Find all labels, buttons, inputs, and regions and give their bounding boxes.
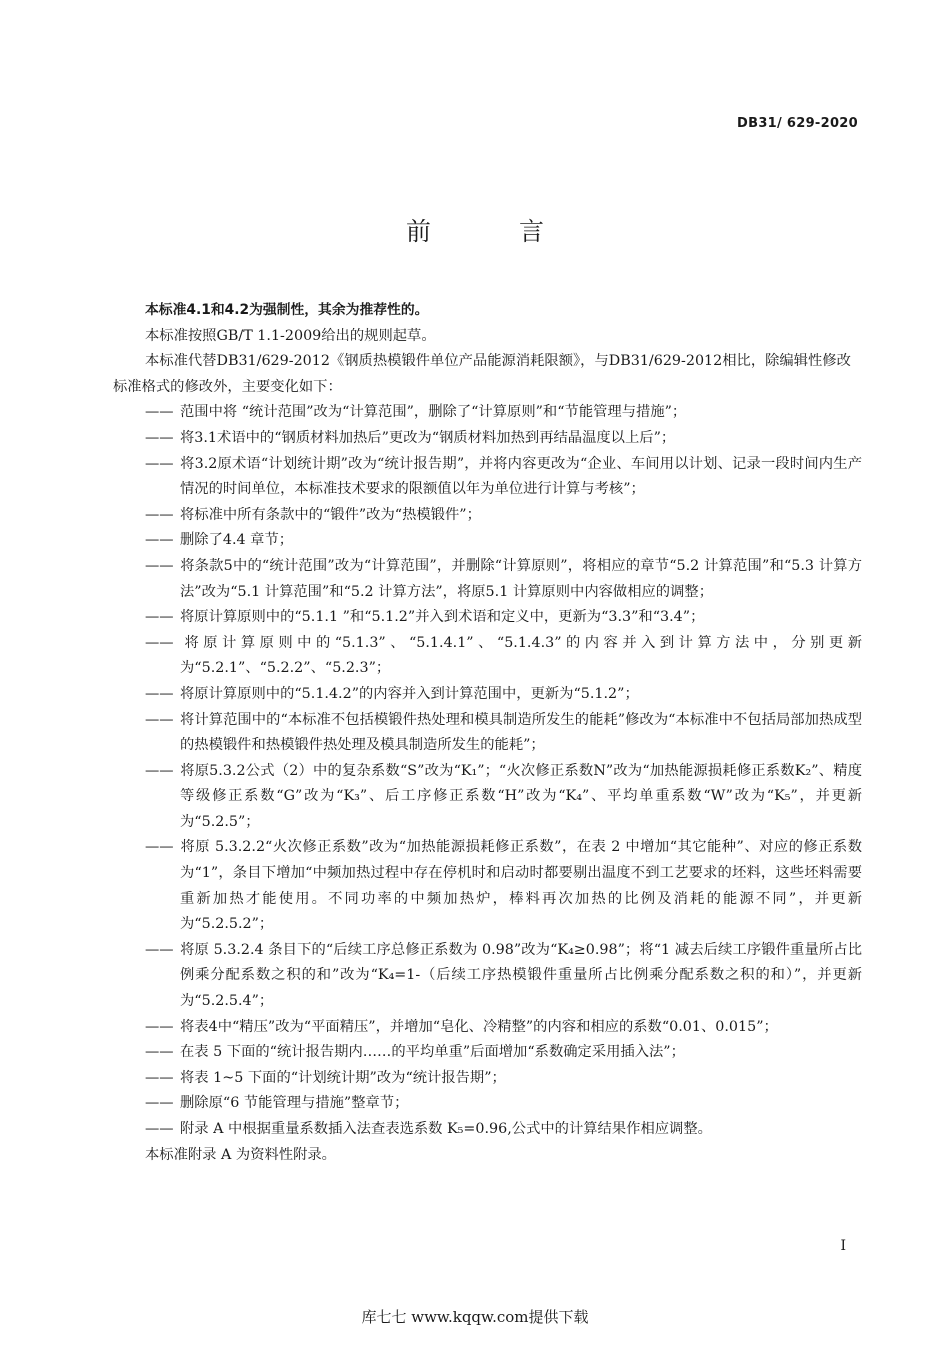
change-item: —— 将原计算原则中的“5.1.1 ”和“5.1.2”并入到术语和定义中，更新为“3.3”和“3.4”； <box>113 605 862 631</box>
change-item: —— 将原5.3.2公式（2）中的复杂系数“S”改为“K₁”；“火次修正系数N”改为“加热能源损耗修正系数K₂”、精度等级修正系数“G”改为“K₃”、后工序修正系数“H”改为“K₄”、平均单重系数“W”改为“K₅”，并更新为“5.2.5”； <box>113 759 862 836</box>
change-item: —— 将原 5.3.2.4 条目下的“后续工序总修正系数为 0.98”改为“K₄≥0.98”；将“1 减去后续工序锻件重量所占比例乘分配系数之积的和”改为“K₄=1-（后续工序热模锻件重量所占比例乘分配系数之积的和）”，并更新为“5.2.5.4”； <box>113 938 862 1015</box>
change-item: —— 范围中将 “统计范围”改为“计算范围”，删除了“计算原则”和“节能管理与措施”； <box>113 400 862 426</box>
dash-mark: —— <box>145 1121 174 1137</box>
change-item: —— 将条款5中的“统计范围”改为“计算范围”，并删除“计算原则”，将相应的章节“5.2 计算范围”和“5.3 计算方法”改为“5.1 计算范围”和“5.2 计算方法”，将原5.1 计算原则中内容做相应的调整； <box>113 554 862 605</box>
intro-replacement: 本标准代替DB31/629-2012《钢质热模锻件单位产品能源消耗限额》，与DB31/629-2012相比，除编辑性修改标准格式的修改外，主要变化如下： <box>113 353 851 395</box>
change-item: —— 将原 5.3.2.2“火次修正系数”改为“加热能源损耗修正系数”，在表 2 中增加“其它能种”、对应的修正系数为“1”，条目下增加“中频加热过程中存在停机时和启动时都要剔出温度不到工艺要求的坯料，这些坯料需要重新加热才能使用。不同功率的中频加热炉，棒料再次加热的比例及消耗的能源不同”，并更新为“5.2.5.2”； <box>113 835 862 937</box>
change-item: —— 将原计算原则中的“5.1.4.2”的内容并入到计算范围中，更新为“5.1.2”； <box>113 682 862 708</box>
dash-mark: —— <box>145 609 174 626</box>
dash-mark: —— <box>145 762 174 779</box>
change-item: —— 将原计算原则中的“5.1.3”、“5.1.4.1”、“5.1.4.3”的内容并入到计算方法中，分别更新为“5.2.1”、“5.2.2”、“5.2.3”； <box>113 631 862 682</box>
dash-mark: —— <box>145 941 174 958</box>
change-item: —— 删除原“6 节能管理与措施”整章节； <box>113 1091 862 1117</box>
foreword-body <box>113 298 862 1168</box>
change-item: —— 在表 5 下面的“统计报告期内……的平均单重”后面增加“系数确定采用插入法”； <box>113 1040 862 1066</box>
dash-mark: —— <box>145 1095 174 1112</box>
standard-number: DB31/ 629-2020 <box>737 116 858 131</box>
dash-mark: —— <box>145 634 174 651</box>
dash-mark: —— <box>145 532 174 549</box>
dash-mark: —— <box>145 506 174 523</box>
change-item: —— 将表 1~5 下面的“计划统计期”改为“统计报告期”； <box>113 1066 862 1092</box>
dash-mark: —— <box>145 711 174 728</box>
dash-mark: —— <box>145 455 174 472</box>
dash-mark: —— <box>145 839 174 856</box>
intro-mandatory: 本标准4.1和4.2为强制性，其余为推荐性的。 <box>145 302 429 318</box>
change-item: —— 将计算范围中的“本标准不包括模锻件热处理和模具制造所发生的能耗”修改为“本标准中不包括局部加热成型的热模锻件和热模锻件热处理及模具制造所发生的能耗”； <box>113 708 862 759</box>
change-item: —— 附录 A 中根据重量系数插入法查表选系数 K₅=0.96,公式中的计算结果作相应调整。 <box>113 1117 862 1143</box>
dash-mark: —— <box>145 429 174 446</box>
intro-drafting-rules: 本标准按照GB/T 1.1-2009给出的规则起草。 <box>145 327 436 344</box>
change-item: —— 删除了4.4 章节； <box>113 528 862 554</box>
closing-note: 本标准附录 A 为资料性附录。 <box>145 1146 336 1163</box>
change-item: —— 将3.1术语中的“钢质材料加热后”更改为“钢质材料加热到再结晶温度以上后”； <box>113 426 862 452</box>
page-number: I <box>840 1238 846 1254</box>
page-title: 前 言 <box>406 217 584 246</box>
change-item: —— 将表4中“精压”改为“平面精压”，并增加“皂化、冷精整”的内容和相应的系数“0.01、0.015”； <box>113 1015 862 1041</box>
dash-mark: —— <box>145 1069 174 1086</box>
change-item: —— 将3.2原术语“计划统计期”改为“统计报告期”，并将内容更改为“企业、车间用以计划、记录一段时间内生产情况的时间单位，本标准技术要求的限额值以年为单位进行计算与考核”； <box>113 452 862 503</box>
dash-mark: —— <box>145 1044 174 1061</box>
dash-mark: —— <box>145 1018 174 1035</box>
change-item: —— 将标准中所有条款中的“锻件”改为“热模锻件”； <box>113 503 862 529</box>
download-footer: 库七七 www.kqqw.com提供下载 <box>361 1308 589 1326</box>
dash-mark: —— <box>145 404 174 421</box>
dash-mark: —— <box>145 685 174 702</box>
dash-mark: —— <box>145 557 174 574</box>
